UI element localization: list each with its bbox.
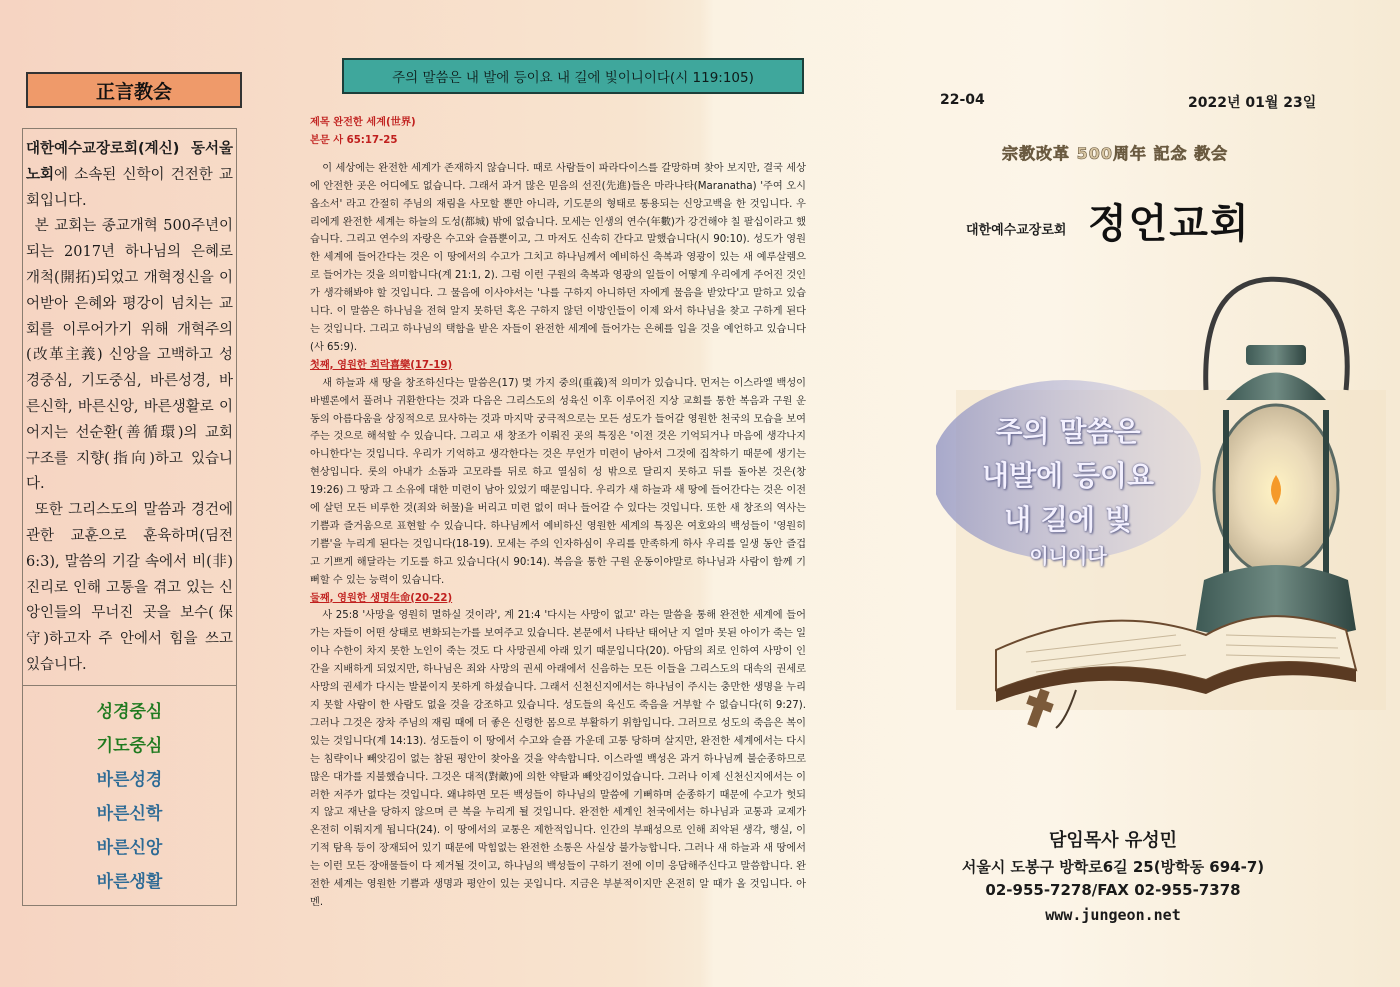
section-paragraph-1: 새 하늘과 새 땅을 창조하신다는 말씀은(17) 몇 가지 중의(重義)적 의미가 있습니다. 먼저는 이스라엘 백성이 바벨론에서 풀려나 귀환한다는 것과 다음은 그리스도의 성육신 이후 이루어진 지상 교회를 통한 복음과 구원 운동의 아름다움을 상징적으로 묘사하는 것과 마지막 궁극적으로는 모든 성도가 들어갈 영원한 천국의 모습을 보여주는 것으로 해석할 수 있습니다. 그리고 새 창조가 이뤄진 곳의 특징은 '이전 것은 기억되거나 마음에 생각나지 아니한다'는 것입니다. 우리가 기억하고 생각한다는 것은 무언가 미련이 남아서 그것에 집착하기 때문에 생기는 현상입니다. 롯의 아내가 소돔과 고모라를 뒤로 하고 열심히 성 밖으로 달리지 못하고 뒤를 돌아본 것은(창 19:26) 그 땅과 그 소유에 대한 미련이 남아 있었기 때문입니다. 우리가 새 하늘과 새 땅에 들어간다는 것은 이전에 살던 모든 비루한 것(죄와 허물)을 버리고 미련 없이 떠나 들어갈 수 있다는 것입니다. 또한 새 창조의 역사는 기쁨과 즐거움으로 표현할 수 있습니다. 하나님께서 예비하신 영원한 세계의 특징은 여호와의 백성들이 '영원히 기쁨'을 누리게 된다는 것입니다(18-19). 모세는 주의 인자하심이 우리를 만족하게 하사 우리를 일생 동안 즐겁고 기쁘게 해달라는 기도를 하고 있습니다(시 90:14). 복음을 통한 구원 운동이야말로 하나님과 사람이 함께 기뻐할 수 있는 능력이 있습니다.: [310, 377, 806, 586]
verse-art-line: 내발에 등이요: [981, 459, 1155, 492]
motto-item: 바른신학: [96, 804, 163, 824]
sermon-body: [310, 114, 806, 912]
motto-item: 성경중심: [96, 702, 163, 722]
intro-paragraph-2: 본 교회는 종교개혁 500주년이 되는 2017년 하나님의 은혜로 개척(開拓)되었고 개혁정신을 이어받아 은혜와 평강이 넘치는 교회를 이루어가기 위해 개혁주의(改革主義) 신앙을 고백하고 성경중심, 기도중심, 바른성경, 바른신학, 바른신앙, 바른생활로 이어지는 선순환(善循環)의 교회 구조를 지향(指向)하고 있습니다.: [26, 218, 233, 493]
motto-item: 바른신앙: [96, 838, 163, 858]
church-title: 정언교회: [1088, 201, 1251, 247]
intro-paragraph-3: 또한 그리스도의 말씀과 경건에 관한 교훈으로 훈육하며(딤전 6:3), 말씀의 기갈 속에서 비(非) 진리로 인해 고통을 겪고 있는 신앙인들의 무너진 곳을 보수(保守)하고자 주 안에서 힘을 쓰고 있습니다.: [26, 502, 233, 673]
sermon-title: 제목 완전한 세계(世界): [310, 117, 416, 128]
lantern-cap: [1246, 345, 1306, 365]
intro-frame: [22, 128, 237, 906]
issue-number: 22-04: [940, 92, 985, 108]
pastor-name: 담임목사 유성민: [1049, 830, 1177, 851]
sermon-text-reference: 본문 사 65:17-25: [310, 134, 398, 146]
motto-item: 기도중심: [96, 736, 163, 756]
church-address: 서울시 도봉구 방학로6길 25(방학동 694-7): [961, 858, 1265, 876]
anniversary-label: 宗教改革 500周年 記念 教会: [1002, 144, 1229, 163]
sermon-intro-paragraph: 이 세상에는 완전한 세계가 존재하지 않습니다. 때로 사람들이 파라다이스를 갈망하며 찾아 보지만, 결국 세상에 안전한 곳은 어디에도 없습니다. 그래서 과거 많은 믿음의 선진(先進)들은 마라나타(Maranatha) '주여 오시옵소서' 라고 간절히 주님의 재림을 사모할 뿐만 아니라, 기도문의 형태로 통용되는 신앙고백을 한 것입니다. 우리에게 완전한 세계는 하늘의 도성(都城) 밖에 없습니다. 모세는 인생의 연수(年數)가 강건해야 칠 팔십이라고 했습니다. 그리고 연수의 자랑은 수고와 슬픔뿐이고, 그 마저도 신속히 간다고 말했습니다(시 90:10). 성도가 영원한 세계에 들어간다는 것은 이 땅에서의 수고가 그치고 하나님께서 예비하신 축복과 영광이 있는 새 예루살렘으로 들어가는 것을 의미합니다(계 21:1, 2). 그럼 이런 구원의 축복과 영광의 일들이 어떻게 우리에게 주어진 것인가 생각해봐야 할 것입니다. 그 물음에 이사야서는 '나를 구하지 아니하던 자에게 물음을 받았다'고 말하고 있습니다. 이 말씀은 하나님을 전혀 알지 못하던 혹은 구하지 않던 이방인들이 이제 와서 하나님을 찾고 구하게 된다는 것입니다. 그리고 하나님의 택함을 받은 자들이 완전한 세계에 들어가는 은혜를 입을 것을 예언하고 있습니다(사 65:9).: [310, 162, 806, 353]
intro-bold: 대한예수교장로회(계신) 동서울 노회: [26, 141, 233, 183]
verse-art-line: 이니이다: [1029, 544, 1107, 568]
verse-art: [968, 410, 1168, 570]
section-heading-1: 첫째, 영원한 희락喜樂(17-19): [310, 359, 453, 371]
motto-item: 바른성경: [96, 770, 163, 790]
verse-art-line: 내 길에 빛: [1004, 503, 1132, 536]
section-heading-2: 둘째, 영원한 생명生命(20-22): [310, 592, 453, 604]
left-divider: [23, 685, 236, 686]
intro-paragraph-1: [26, 137, 233, 214]
denomination-label: 대한예수교장로회: [966, 223, 1067, 238]
issue-date: 2022년 01월 23일: [1188, 95, 1317, 111]
cover-panel: [826, 0, 1400, 987]
verse-banner: 주의 말씀은 내 발에 등이요 내 길에 빛이니이다(시 119:105): [342, 58, 804, 94]
sermon-panel: [258, 0, 826, 987]
intro-text: [26, 137, 233, 679]
left-panel: [0, 0, 258, 987]
motto-list: [23, 695, 236, 899]
lantern-hood: [1226, 373, 1326, 401]
church-website[interactable]: www.jungeon.net: [1045, 906, 1181, 924]
motto-item: 바른생활: [96, 872, 163, 892]
church-name-box: 正言教会: [26, 72, 242, 108]
spacer: [310, 150, 806, 160]
section-paragraph-2: 사 25:8 '사망을 영원히 멸하실 것이라', 계 21:4 '다시는 사망이 없고' 라는 말씀을 통해 완전한 세계에 들어가는 자들이 어떤 상태로 변화되는가를 보여주고 있습니다. 본문에서 나타난 태어난 지 얼마 못된 아이가 죽는 일이나 수한이 차지 못한 노인이 죽는 것도 다 사망권세 아래 있기 때문입니다(20). 아담의 죄로 인하여 사망이 인간을 지배하게 되었지만, 하나님은 죄와 사망의 권세 아래에서 신음하는 모든 이들을 그리스도의 대속의 권세로 사망의 권세가 다시는 발붙이지 못하게 하셨습니다. 그래서 신천신지에서는 하나님이 주시는 충만한 생명을 누리지 못할 사람이 한 사람도 없을 것을 강조하고 있습니다. 성도들의 육신도 죽음을 거부할 수 없습니다(히 9:27). 그러나 그것은 장차 주님의 재림 때에 더 좋은 신령한 몸으로 부활하기 위함입니다. 그러므로 성도의 죽음은 복이 있는 것입니다(계 14:13). 성도들이 이 땅에서 수고와 슬픔 가운데 고통 당하며 살지만, 완전한 세계에서는 다시는 침략이나 빼앗김이 없는 참된 평안이 찾아올 것을 약속합니다. 이스라엘 백성은 과거 하나님께 불순종하므로 많은 대가를 지불했습니다. 그것은 대적(對敵)에 의한 약탈과 빼앗김이었습니다. 그러나 이제 신천신지에서는 이러한 저주가 없다는 것입니다. 왜냐하면 모든 백성들이 하나님의 말씀에 기뻐하며 순종하기 때문에 수고가 헛되지 않고 재난을 당하지 않으며 큰 복을 누리게 될 것입니다. 완전한 세계인 천국에서는 하나님과 교통과 교제가 온전히 이뤄지게 됩니다(24). 이 땅에서의 교통은 제한적입니다. 인간의 부패성으로 인해 죄악된 생각, 행실, 이기적 탐욕 등이 장재되어 있기 때문에 막힘없는 완전한 소통은 사실상 불가능합니다. 그러나 새 하늘과 새 땅에서는 이런 모든 장애물들이 다 제거될 것이고, 하나님의 백성들이 구하기 전에 이미 응답해주신다고 말씀합니다. 완전한 세계는 영원한 기쁨과 생명과 평안이 있는 곳입니다. 지금은 부분적이지만 온전히 알 때가 올 것입니다. 아멘.: [310, 610, 806, 908]
church-phone: 02-955-7278/FAX 02-955-7378: [985, 881, 1241, 899]
intro-text-1: 에 소속된 신학이 건전한 교회입니다.: [26, 166, 233, 209]
verse-art-line: 주의 말씀은: [995, 415, 1141, 448]
